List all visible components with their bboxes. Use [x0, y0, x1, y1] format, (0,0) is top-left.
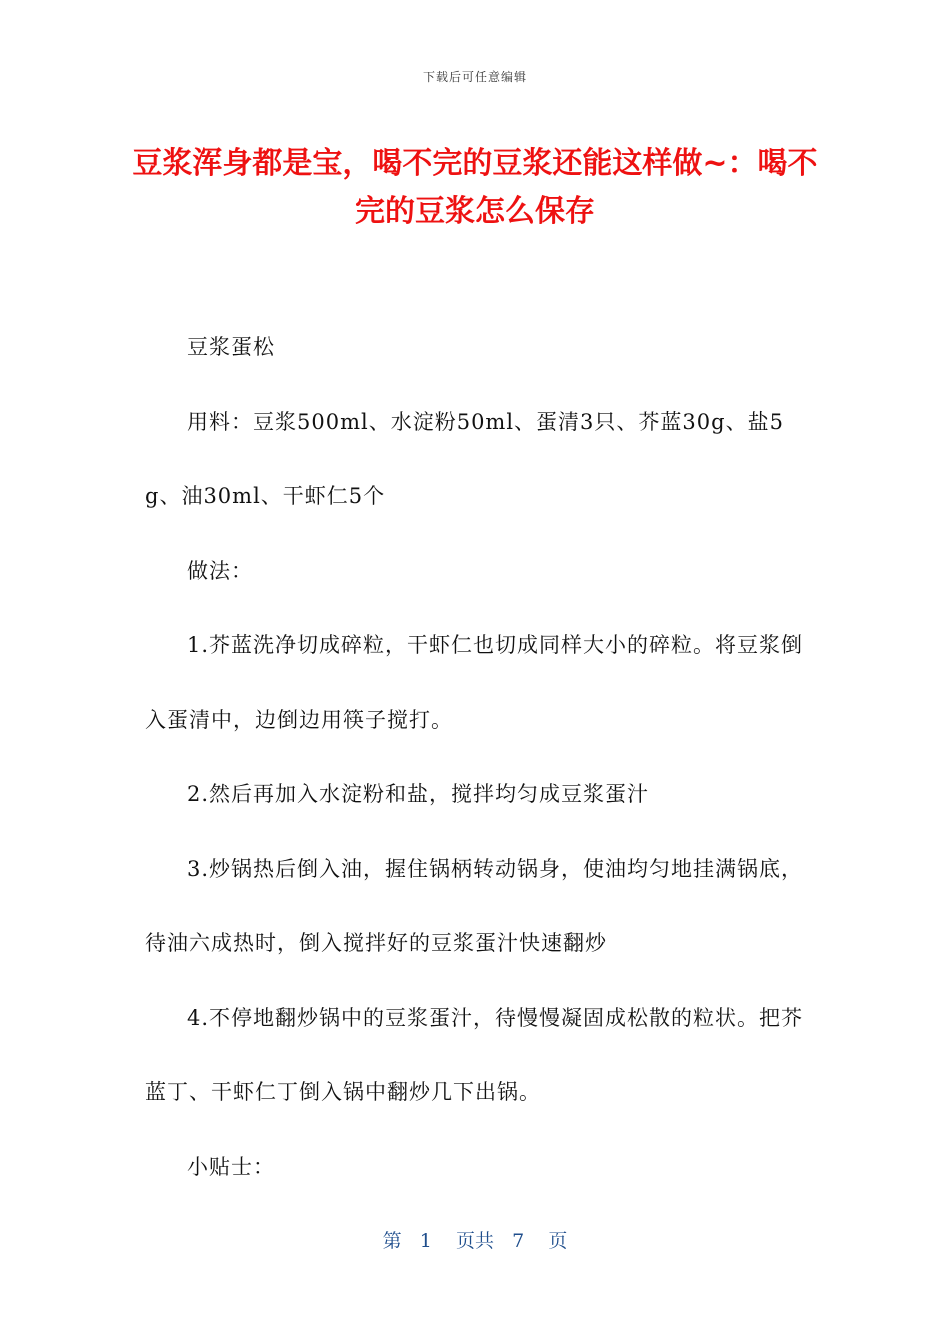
page-footer [0, 1226, 950, 1253]
footer-total-pages: 7 [512, 1230, 525, 1252]
footer-suffix: 页 [548, 1230, 568, 1252]
paragraph-step-1: 1.芥蓝洗净切成碎粒，干虾仁也切成同样大小的碎粒。将豆浆倒入蛋清中，边倒边用筷子搅打。 [145, 633, 804, 732]
paragraph-recipe-name: 豆浆蛋松 [187, 335, 275, 359]
document-body [145, 310, 810, 1204]
paragraph-ingredients: 用料：豆浆500ml、水淀粉50ml、蛋清3只、芥蓝30g、盐5g、油30ml、干虾仁5个 [145, 409, 784, 508]
footer-prefix: 第 [382, 1230, 402, 1252]
document-title: 豆浆浑身都是宝，喝不完的豆浆还能这样做~：喝不完的豆浆怎么保存 [132, 146, 818, 229]
header-note: 下载后可任意编辑 [422, 70, 527, 84]
paragraph-tips-heading: 小贴士： [187, 1154, 275, 1179]
paragraph-step-4: 4.不停地翻炒锅中的豆浆蛋汁，待慢慢凝固成松散的粒状。把芥蓝丁、干虾仁丁倒入锅中翻炒几下出锅。 [145, 1005, 804, 1104]
paragraph-method-heading: 做法： [187, 558, 253, 583]
footer-middle: 页共 [455, 1230, 494, 1252]
paragraph-step-2: 2.然后再加入水淀粉和盐，搅拌均匀成豆浆蛋汁 [187, 782, 650, 806]
footer-current-page: 1 [419, 1230, 432, 1252]
paragraph-step-3: 3.炒锅热后倒入油，握住锅柄转动锅身，使油均匀地挂满锅底，待油六成热时，倒入搅拌好的豆浆蛋汁快速翻炒 [145, 856, 804, 955]
